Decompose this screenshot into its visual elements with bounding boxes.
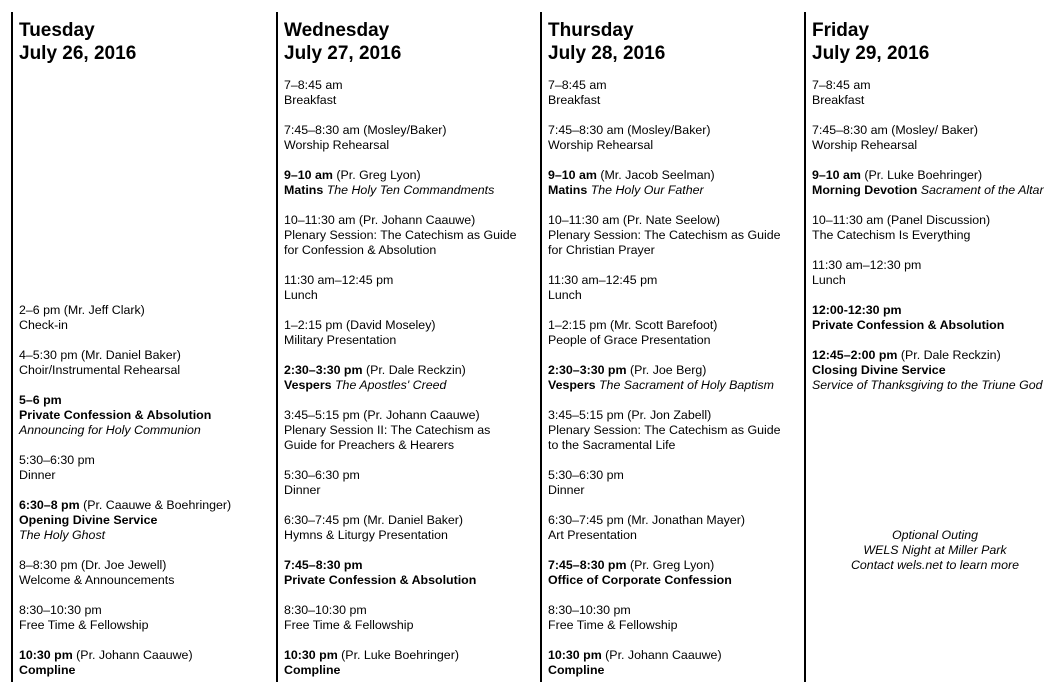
event: 7–8:45 am Breakfast — [812, 78, 871, 107]
day-header — [812, 19, 929, 65]
event: 11:30 am–12:45 pm Lunch — [548, 273, 658, 302]
day-column-thursday — [540, 12, 804, 682]
day-date: July 29, 2016 — [812, 43, 930, 64]
event: 5:30–6:30 pm Dinner — [284, 468, 360, 497]
event: 8–8:30 pm (Dr. Joe Jewell) Welcome & Announcements — [19, 558, 175, 587]
event: 10–11:30 am (Panel Discussion) The Catechism Is Everything — [812, 213, 991, 242]
event: 2:30–3:30 pm (Pr. Joe Berg) Vespers The Sacrament of Holy Baptism — [548, 363, 774, 392]
event: 7–8:45 am Breakfast — [284, 78, 343, 107]
event: 6:30–7:45 pm (Mr. Daniel Baker) Hymns & Liturgy Presentation — [284, 513, 464, 542]
day-column-friday — [804, 12, 1064, 682]
event: 7:45–8:30 am (Mosley/ Baker) Worship Rehearsal — [812, 123, 978, 152]
event: 1–2:15 pm (David Moseley) Military Presentation — [284, 318, 436, 347]
day-name: Tuesday — [19, 20, 95, 41]
event: 8:30–10:30 pm Free Time & Fellowship — [548, 603, 678, 632]
event: 10–11:30 am (Pr. Johann Caauwe) Plenary Session: The Catechism as Guide for Confession & Absolution — [284, 213, 517, 257]
event: 7:45–8:30 am (Mosley/Baker) Worship Rehearsal — [548, 123, 711, 152]
event: 4–5:30 pm (Mr. Daniel Baker) Choir/Instrumental Rehearsal — [19, 348, 181, 377]
event: 7–8:45 am Breakfast — [548, 78, 607, 107]
day-column-tuesday — [11, 12, 277, 682]
optional-outing-note: Optional Outing WELS Night at Miller Park Contact wels.net to learn more — [850, 528, 1020, 572]
event: 9–10 am (Pr. Luke Boehringer) Morning Devotion Sacrament of the Altar — [812, 168, 1044, 197]
event: 6:30–8 pm (Pr. Caauwe & Boehringer) Opening Divine Service The Holy Ghost — [19, 498, 232, 542]
event: 11:30 am–12:45 pm Lunch — [284, 273, 394, 302]
event: 2–6 pm (Mr. Jeff Clark) Check-in — [19, 303, 145, 332]
day-name: Thursday — [548, 20, 634, 41]
event: 3:45–5:15 pm (Pr. Jon Zabell) Plenary Session: The Catechism as Guide to the Sacramental Life — [548, 408, 781, 452]
event: 5–6 pm Private Confession & Absolution Announcing for Holy Communion — [19, 393, 212, 437]
day-date: July 28, 2016 — [548, 43, 666, 64]
event: 10:30 pm (Pr. Johann Caauwe) Compline — [19, 648, 193, 677]
event: 5:30–6:30 pm Dinner — [19, 453, 95, 482]
event: 7:45–8:30 am (Mosley/Baker) Worship Rehearsal — [284, 123, 447, 152]
event: 7:45–8:30 pm (Pr. Greg Lyon) Office of Corporate Confession — [548, 558, 732, 587]
event: 8:30–10:30 pm Free Time & Fellowship — [19, 603, 149, 632]
day-column-wednesday — [276, 12, 540, 682]
event: 10–11:30 am (Pr. Nate Seelow) Plenary Session: The Catechism as Guide for Christian Prayer — [548, 213, 781, 257]
event: 10:30 pm (Pr. Johann Caauwe) Compline — [548, 648, 722, 677]
event: 9–10 am (Pr. Greg Lyon) Matins The Holy Ten Commandments — [284, 168, 495, 197]
event: 6:30–7:45 pm (Mr. Jonathan Mayer) Art Presentation — [548, 513, 745, 542]
day-header — [548, 19, 665, 65]
event: 10:30 pm (Pr. Luke Boehringer) Compline — [284, 648, 459, 677]
event: 12:45–2:00 pm (Pr. Dale Reckzin) Closing Divine Service Service of Thanksgiving to the Triune God — [812, 348, 1043, 392]
day-header — [19, 19, 136, 65]
event: 7:45–8:30 pm Private Confession & Absolution — [284, 558, 477, 587]
day-date: July 27, 2016 — [284, 43, 402, 64]
event: 8:30–10:30 pm Free Time & Fellowship — [284, 603, 414, 632]
event: 3:45–5:15 pm (Pr. Johann Caauwe) Plenary Session II: The Catechism as Guide for Preachers & Hearers — [284, 408, 491, 452]
day-header — [284, 19, 401, 65]
event: 1–2:15 pm (Mr. Scott Barefoot) People of Grace Presentation — [548, 318, 718, 347]
event: 11:30 am–12:30 pm Lunch — [812, 258, 922, 287]
event: 12:00-12:30 pm Private Confession & Absolution — [812, 303, 1005, 332]
event: 9–10 am (Mr. Jacob Seelman) Matins The Holy Our Father — [548, 168, 715, 197]
day-name: Friday — [812, 20, 870, 41]
event: 5:30–6:30 pm Dinner — [548, 468, 624, 497]
day-name: Wednesday — [284, 20, 390, 41]
day-date: July 26, 2016 — [19, 43, 137, 64]
event: 2:30–3:30 pm (Pr. Dale Reckzin) Vespers The Apostles' Creed — [284, 363, 466, 392]
